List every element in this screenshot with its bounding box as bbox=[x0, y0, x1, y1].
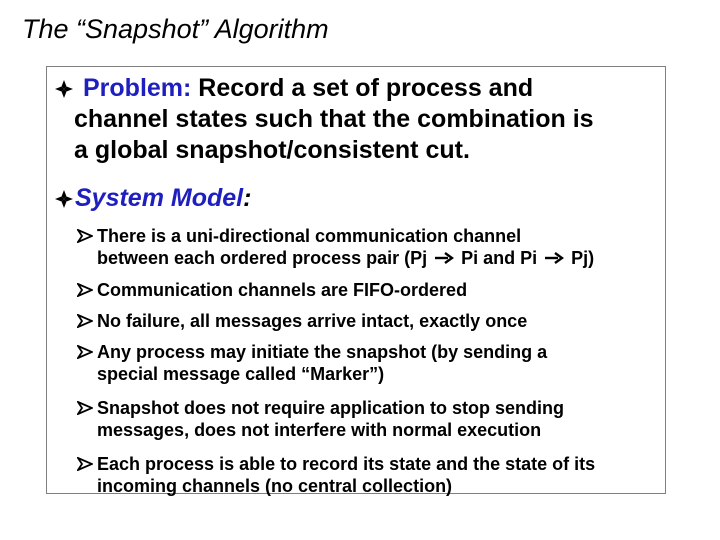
sub-bullet-2-line1: Communication channels are FIFO-ordered bbox=[97, 280, 468, 300]
arrowhead-bullet-icon bbox=[77, 457, 93, 471]
system-model-heading: System Model bbox=[75, 184, 244, 212]
sub-bullet-1-line2-part-b: Pi and Pi bbox=[456, 248, 543, 268]
diamond-bullet-icon bbox=[55, 80, 73, 98]
right-arrow-icon bbox=[544, 252, 564, 264]
sub-bullet-4 bbox=[77, 341, 667, 385]
diamond-bullet-icon bbox=[55, 190, 73, 208]
problem-text-3: a global snapshot/consistent cut. bbox=[74, 136, 470, 164]
arrowhead-bullet-icon bbox=[77, 401, 93, 415]
sub-bullet-6-line2: incoming channels (no central collection) bbox=[97, 476, 453, 496]
system-model-colon: : bbox=[243, 184, 252, 212]
right-arrow-icon bbox=[434, 252, 454, 264]
problem-label: Problem: bbox=[83, 74, 192, 102]
sub-bullet-1 bbox=[77, 225, 667, 269]
problem-text-1: Record a set of process and bbox=[191, 74, 534, 102]
sub-bullet-4-line1: Any process may initiate the snapshot (by sending a bbox=[97, 342, 548, 362]
sub-bullet-1-line2 bbox=[77, 247, 667, 269]
sub-bullet-1-line2-part-a: between each ordered process pair (Pj bbox=[97, 248, 433, 268]
sub-bullet-6 bbox=[77, 453, 667, 497]
arrowhead-bullet-icon bbox=[77, 345, 93, 359]
slide-title: The “Snapshot” Algorithm bbox=[22, 14, 329, 44]
arrowhead-bullet-icon bbox=[77, 283, 93, 297]
sub-bullet-5-line1: Snapshot does not require application to stop sending bbox=[97, 398, 565, 418]
sub-bullet-6-line1: Each process is able to record its state and the state of its bbox=[97, 454, 596, 474]
arrowhead-bullet-icon bbox=[77, 314, 93, 328]
sub-bullet-1-line1: There is a uni-directional communication channel bbox=[97, 226, 522, 246]
sub-bullet-5-line2: messages, does not interfere with normal execution bbox=[97, 420, 542, 440]
sub-bullet-3 bbox=[77, 310, 667, 332]
problem-bullet bbox=[55, 73, 655, 166]
sub-bullet-2 bbox=[77, 279, 667, 301]
content-box bbox=[46, 66, 666, 494]
arrowhead-bullet-icon bbox=[77, 229, 93, 243]
sub-bullet-4-line2: special message called “Marker”) bbox=[97, 364, 385, 384]
sub-bullet-5 bbox=[77, 397, 667, 441]
sub-bullet-1-line2-part-c: Pj) bbox=[566, 248, 595, 268]
problem-text-2: channel states such that the combination is bbox=[74, 105, 594, 133]
sub-bullet-3-line1: No failure, all messages arrive intact, exactly once bbox=[97, 311, 528, 331]
system-model-bullet bbox=[55, 183, 251, 214]
